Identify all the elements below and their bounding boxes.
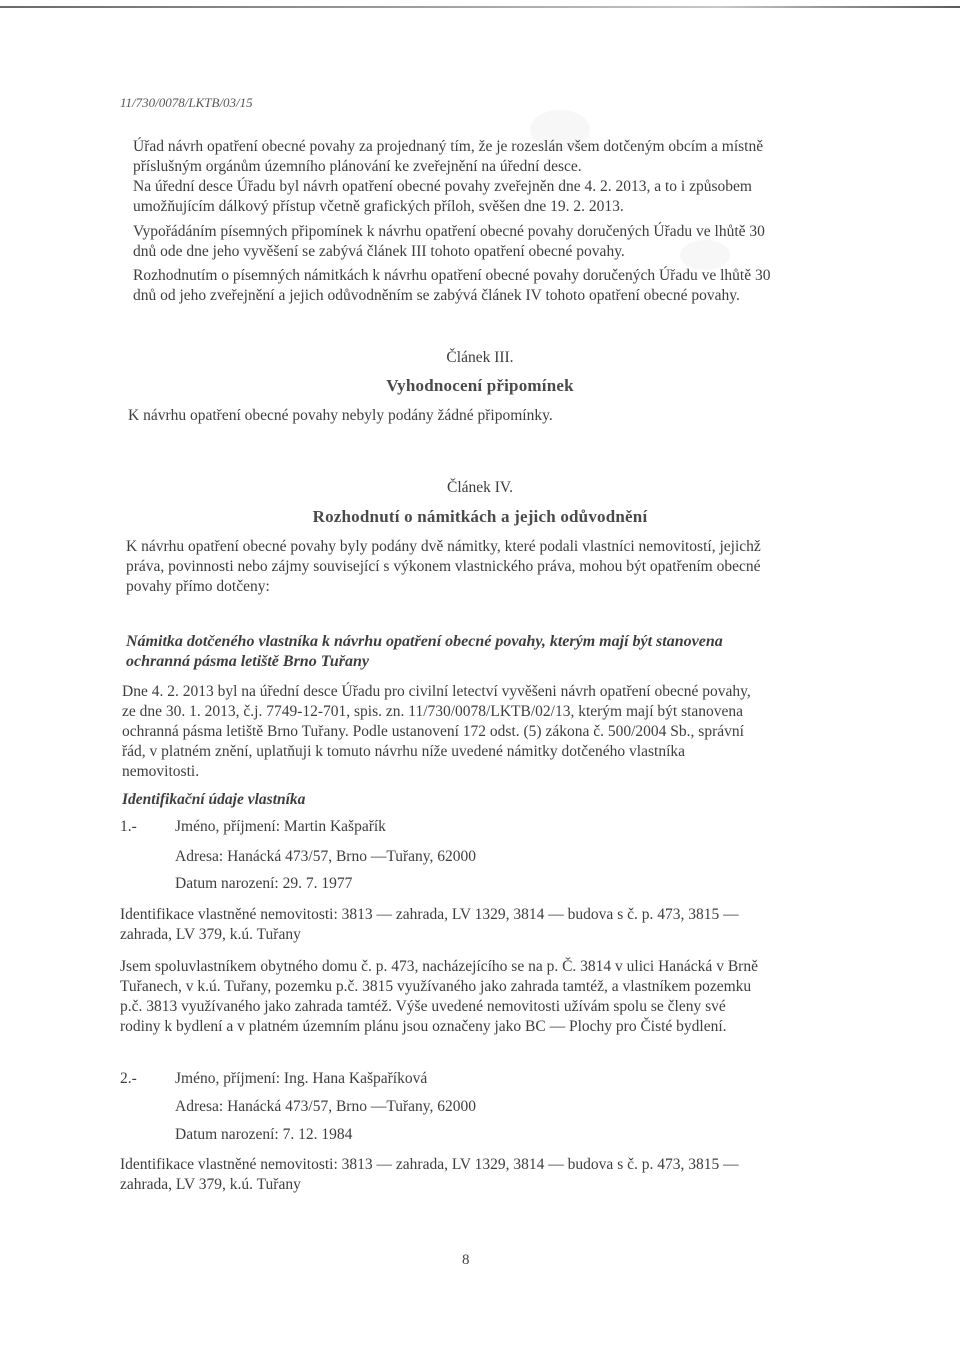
owner-address: Adresa: Hanácká 473/57, Brno —Tuřany, 62000 xyxy=(175,1098,477,1115)
article-3-title: Vyhodnocení připomínek xyxy=(386,376,574,395)
owner-birth-date: Datum narození: 7. 12. 1984 xyxy=(175,1126,353,1143)
owner-birth-date: Datum narození: 29. 7. 1977 xyxy=(175,875,353,892)
objection-text-line: ze dne 30. 1. 2013, č.j. 7749-12-701, spis. zn. 11/730/0078/LKTB/02/13, kterým mají být stanovena xyxy=(122,703,744,720)
article-4-number: Článek IV. xyxy=(446,479,513,496)
article-3-text: K návrhu opatření obecné povahy nebyly podány žádné připomínky. xyxy=(128,407,553,424)
owner-property-id-line: zahrada, LV 379, k.ú. Tuřany xyxy=(120,1176,301,1193)
intro-line: příslušným orgánům územního plánování ke zveřejnění na úřední desce. xyxy=(133,158,582,175)
owner-statement-line: Jsem spoluvlastníkem obytného domu č. p. 473, nacházejícího se na p. Č. 3814 v ulici Hanácká v Brně xyxy=(120,958,758,975)
owner-property-id-line: Identifikace vlastněné nemovitosti: 3813 — zahrada, LV 1329, 3814 — budova s č. p. 473, 3815 — xyxy=(120,906,739,923)
owner-statement-line: rodiny k bydlení a v platném územním plánu jsou označeny jako BC — Plochy pro Čisté bydlení. xyxy=(120,1018,727,1035)
owner-name: Jméno, příjmení: Martin Kašpařík xyxy=(175,818,386,835)
article-4-title: Rozhodnutí o námitkách a jejich odůvodnění xyxy=(312,507,648,526)
owner-name: Jméno, příjmení: Ing. Hana Kašpaříková xyxy=(175,1070,428,1087)
page-number: 8 xyxy=(462,1252,470,1268)
objection-text-line: ochranná pásma letiště Brno Tuřany. Podle ustanovení 172 odst. (5) zákona č. 500/2004 Sb., správní xyxy=(122,723,744,740)
intro-line: dnů ode dne jeho vyvěšení se zabývá článek III tohoto opatření obecné povahy. xyxy=(133,243,625,260)
owner-property-id-line: Identifikace vlastněné nemovitosti: 3813 — zahrada, LV 1329, 3814 — budova s č. p. 473, 3815 — xyxy=(120,1156,739,1173)
intro-line: dnů od jeho zveřejnění a jejich odůvodněním se zabývá článek IV tohoto opatření obecné povahy. xyxy=(133,287,740,304)
intro-line: umožňujícím dálkový přístup včetně grafických příloh, svěšen dne 19. 2. 2013. xyxy=(133,198,624,215)
owner-address: Adresa: Hanácká 473/57, Brno —Tuřany, 62000 xyxy=(175,848,477,865)
owner-number: 2.- xyxy=(120,1070,137,1087)
owner-number: 1.- xyxy=(120,818,137,835)
objection-heading-line: ochranná pásma letiště Brno Tuřany xyxy=(126,653,370,670)
owner-statement-line: Tuřanech, v k.ú. Tuřany, pozemku p.č. 3815 využívaného jako zahrada tamtéž, a vlastníkem pozemku xyxy=(120,978,752,995)
intro-line: Rozhodnutím o písemných námitkách k návrhu opatření obecné povahy doručených Úřadu ve lhůtě 30 xyxy=(133,267,771,284)
intro-line: Na úřední desce Úřadu byl návrh opatření obecné povahy zveřejněn dne 4. 2. 2013, a to i způsobem xyxy=(133,178,752,195)
article-4-text-line: práva, povinnosti nebo zájmy související s výkonem vlastnického práva, mohou být opatřením obecné xyxy=(126,558,761,575)
owner-property-id-line: zahrada, LV 379, k.ú. Tuřany xyxy=(120,926,301,943)
document-reference: 11/730/0078/LKTB/03/15 xyxy=(120,95,253,110)
intro-line: Vypořádáním písemných připomínek k návrhu opatření obecné povahy doručených Úřadu ve lhůtě 30 xyxy=(133,223,765,240)
article-3-number: Článek III. xyxy=(446,349,514,366)
intro-line: Úřad návrh opatření obecné povahy za projednaný tím, že je rozeslán všem dotčeným obcím a místně xyxy=(133,138,764,155)
objection-text-line: nemovitosti. xyxy=(122,763,200,780)
objection-text-line: Dne 4. 2. 2013 byl na úřední desce Úřadu pro civilní letectví vyvěšeni návrh opatření obecné povahy, xyxy=(122,683,751,700)
owner-statement-line: p.č. 3813 využívaného jako zahrada tamtéž. Výše uvedené nemovitosti užívám spolu se členy své xyxy=(120,998,726,1015)
objection-heading-line: Námitka dotčeného vlastníka k návrhu opatření obecné povahy, kterým mají být stanovena xyxy=(126,633,723,650)
owner-id-heading: Identifikační údaje vlastníka xyxy=(122,791,306,808)
article-4-text-line: povahy přímo dotčeny: xyxy=(126,578,270,595)
article-4-text-line: K návrhu opatření obecné povahy byly podány dvě námitky, které podali vlastníci nemovitostí, jejichž xyxy=(126,538,761,555)
objection-text-line: řád, v platném znění, uplatňuji k tomuto návrhu níže uvedené námitky dotčeného vlastníka xyxy=(122,743,686,760)
